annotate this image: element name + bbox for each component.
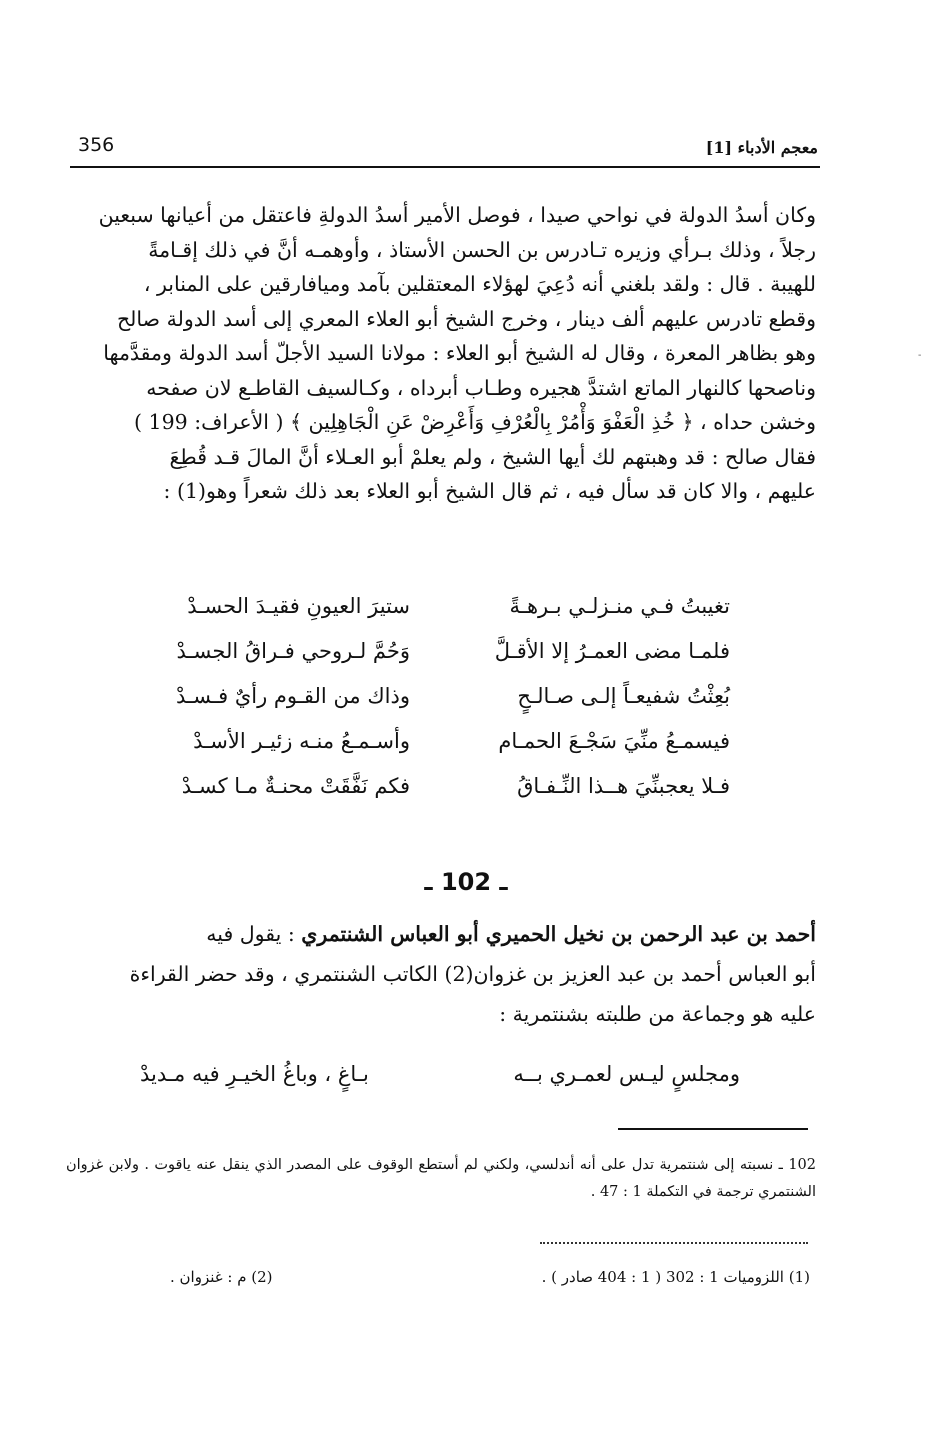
entry-line [66, 914, 816, 954]
verse-first-hemistich: تغيبتُ فـي منـزلـي بـرهـةً [509, 594, 730, 618]
footnotes [150, 1268, 810, 1298]
entry-line: عليه هو وجماعة من طلبته بشنتمرية : [499, 1002, 816, 1026]
entry-line: أبو العباس أحمد بن عبد العزيز بن غزوان(2) الكاتب الشنتمري ، وقد حضر القراءة [129, 962, 816, 986]
footnote-1: (1) اللزوميات 1 : 302 ( 1 : 404 صادر ) . [541, 1268, 810, 1286]
verse-second-hemistich: وذاك من القـوم رأيٌ فـسـدْ [176, 684, 410, 708]
body-line: وخشن حداه ، ﴿ خُذِ الْعَفْوَ وَأْمُرْ بِالْعُرْفِ وَأَعْرِضْ عَنِ الْجَاهِلِين ﴾ ( الأعراف: 199 ) [134, 410, 816, 434]
margin-tick: - [918, 350, 922, 361]
verse-second-hemistich: بـاغٍ ، وباغُ الخيـرِ فيه مـديدْ [140, 1062, 369, 1086]
poem [120, 594, 740, 819]
body-line: للهيبة . قال : ولقد بلغني أنه دُعِيَ لهؤلاء المعتقلين بآمد وميافارقين على المنابر ، [143, 272, 816, 296]
entry-name: أحمد بن عبد الرحمن بن نخيل الحميري أبو العباس الشنتمري [301, 922, 816, 946]
verse-second-hemistich: فكم نَفَّقَتْ محنـةٌ مـا كسـدْ [181, 774, 410, 798]
verse-second-hemistich: وأسـمـعُ منـه زئيـر الأسـدْ [193, 729, 410, 753]
verse-second-hemistich: ستيرَ العيونِ فقيـدَ الحسـدْ [187, 594, 410, 618]
body-line: عليهم ، والا كان قد سأل فيه ، ثم قال الشيخ أبو العلاء بعد ذلك شعراً وهو(1) : [163, 479, 816, 503]
body-line: وناصحها كالنهار الماتع اشتدَّ هجيره وطـاب أبرداه ، وكـالسيف القاطـع لان صفحه [146, 375, 816, 400]
footnote-rule [618, 1128, 808, 1130]
header-rule [70, 166, 820, 168]
verse-second-hemistich: وَحُمَّ لـروحي فـراقُ الجسـدْ [176, 639, 410, 663]
poem-verse [120, 774, 740, 819]
body-text [66, 198, 816, 509]
editor-note: 102 ـ نسبته إلى شنتمرية تدل على أنه أندلسي، ولكني لم أستطع الوقوف على المصدر الذي ينقل عنه ياقوت . ولابن غزوان الشنتمري ترجمة في التكملة 1 : 47 . [66, 1157, 816, 1200]
poem-verse [120, 684, 740, 729]
entry-number: ـ 102 ـ [424, 868, 508, 896]
poem-verse [120, 594, 740, 639]
verse-first-hemistich: فيسمـعُ منِّيَ سَجْـعَ الحمـام [498, 729, 730, 753]
poem-verse [120, 729, 740, 774]
body-line: وهو بظاهر المعرة ، وقال له الشيخ أبو العلاء : مولانا السيد الأجلّ أسد الدولة ومقدَّمها [103, 341, 816, 365]
body-line: فقال صالح : قد وهبتهم لك أيها الشيخ ، ولم يعلمْ أبو العـلاء أنَّ المالَ قـد قُطِعَ [169, 444, 816, 469]
poem-verse [120, 639, 740, 684]
verse-first-hemistich: بُعِثْتُ شفيعـاً إلـى صـالـحٍ [517, 684, 730, 708]
book-title: معجم الأدباء [1] [705, 138, 818, 157]
footnote-2: (2) م : غنزوان . [170, 1268, 273, 1286]
body-line: وقطع تادرس عليهم ألف دينار ، وخرج الشيخ أبو العلاء المعري إلى أسد الدولة صالح [116, 306, 816, 331]
verse-first-hemistich: فلمـا مضى العمـرُ إلا الأقـلَّ [494, 639, 730, 663]
page-number: 356 [78, 134, 115, 156]
footnote-dotted-rule [540, 1242, 808, 1244]
verse-first-hemistich: فـلا يعجبنِّيَ هــذا النِّـفـاقُ [517, 774, 730, 798]
entry-text [66, 914, 816, 1034]
body-line: وكان أسدُ الدولة في نواحي صيدا ، فوصل الأمير أسدُ الدولةِ فاعتقل من أعيانها سبعين [98, 203, 816, 227]
entry-line-rest: : يقول فيه [206, 922, 295, 946]
page-header [70, 132, 820, 164]
verse-first-hemistich: ومجلسٍ ليـس لعمـري بــه [513, 1062, 740, 1086]
body-line: رجلاً ، وذلك بـرأي وزيره تـادرس بن الحسن الأستاذ ، وأوهمـه أنَّ في ذلك إقـامةً [148, 237, 816, 262]
